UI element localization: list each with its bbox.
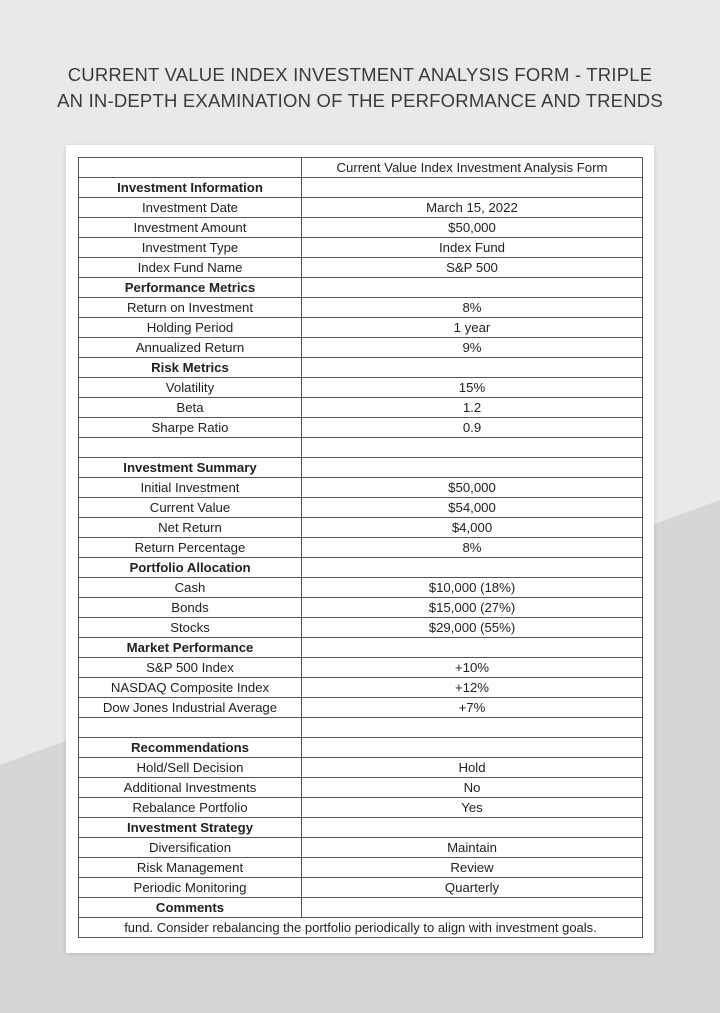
row-label: Rebalance Portfolio (79, 798, 302, 818)
table-row (79, 618, 643, 638)
section-row (79, 738, 643, 758)
row-value: Hold (302, 758, 643, 778)
table-row (79, 678, 643, 698)
row-label: Investment Amount (79, 218, 302, 238)
row-label: Bonds (79, 598, 302, 618)
table-row (79, 398, 643, 418)
section-row (79, 898, 643, 918)
row-value: $50,000 (302, 218, 643, 238)
section-row (79, 818, 643, 838)
row-value: 8% (302, 298, 643, 318)
table-row (79, 498, 643, 518)
table-row (79, 878, 643, 898)
section-row (79, 358, 643, 378)
row-label: Risk Management (79, 858, 302, 878)
row-value: $4,000 (302, 518, 643, 538)
row-value (302, 738, 643, 758)
row-value: March 15, 2022 (302, 198, 643, 218)
table-row (79, 658, 643, 678)
row-value: No (302, 778, 643, 798)
row-label: Holding Period (79, 318, 302, 338)
section-label: Market Performance (79, 638, 302, 658)
table-row (79, 298, 643, 318)
row-value: Yes (302, 798, 643, 818)
table-row (79, 518, 643, 538)
comment-text: fund. Consider rebalancing the portfolio periodically to align with investment goals. (79, 918, 643, 938)
row-label: Beta (79, 398, 302, 418)
row-label: Dow Jones Industrial Average (79, 698, 302, 718)
table-row (79, 778, 643, 798)
row-label: Investment Date (79, 198, 302, 218)
table-row (79, 598, 643, 618)
header-line-1: CURRENT VALUE INDEX INVESTMENT ANALYSIS FORM - TRIPLE (67, 64, 653, 85)
row-label: Sharpe Ratio (79, 418, 302, 438)
row-label: Return Percentage (79, 538, 302, 558)
row-value: Review (302, 858, 643, 878)
row-label: Return on Investment (79, 298, 302, 318)
table-row (79, 578, 643, 598)
table-header-row (79, 158, 643, 178)
row-value: 9% (302, 338, 643, 358)
row-label: Investment Type (79, 238, 302, 258)
row-value (302, 818, 643, 838)
row-value: $54,000 (302, 498, 643, 518)
row-value (302, 718, 643, 738)
analysis-table (78, 157, 643, 938)
header-blank-cell (79, 158, 302, 178)
row-value: 1 year (302, 318, 643, 338)
row-label: Current Value (79, 498, 302, 518)
table-row (79, 698, 643, 718)
row-label: Initial Investment (79, 478, 302, 498)
table-row (79, 758, 643, 778)
row-value (302, 458, 643, 478)
row-value: $50,000 (302, 478, 643, 498)
row-label: Hold/Sell Decision (79, 758, 302, 778)
row-label (79, 438, 302, 458)
row-value (302, 638, 643, 658)
row-label: Diversification (79, 838, 302, 858)
row-value: $29,000 (55%) (302, 618, 643, 638)
row-value: +7% (302, 698, 643, 718)
row-value: $10,000 (18%) (302, 578, 643, 598)
row-label: Periodic Monitoring (79, 878, 302, 898)
row-label: Volatility (79, 378, 302, 398)
section-row (79, 558, 643, 578)
table-row (79, 718, 643, 738)
table-row (79, 438, 643, 458)
row-value: Maintain (302, 838, 643, 858)
row-value: Index Fund (302, 238, 643, 258)
row-value: +10% (302, 658, 643, 678)
section-label: Investment Strategy (79, 818, 302, 838)
section-label: Recommendations (79, 738, 302, 758)
section-label: Investment Information (79, 178, 302, 198)
row-label: Index Fund Name (79, 258, 302, 278)
section-row (79, 638, 643, 658)
section-label: Portfolio Allocation (79, 558, 302, 578)
table-row (79, 418, 643, 438)
section-row (79, 458, 643, 478)
page-header (0, 62, 720, 114)
header-line-2: AN IN-DEPTH EXAMINATION OF THE PERFORMANCE AND TRENDS (57, 90, 663, 111)
form-paper (66, 145, 654, 953)
row-value (302, 898, 643, 918)
table-row (79, 838, 643, 858)
row-value: $15,000 (27%) (302, 598, 643, 618)
row-value: Quarterly (302, 878, 643, 898)
row-value (302, 278, 643, 298)
row-label: Stocks (79, 618, 302, 638)
row-value: 1.2 (302, 398, 643, 418)
table-row (79, 538, 643, 558)
row-value (302, 438, 643, 458)
row-label: NASDAQ Composite Index (79, 678, 302, 698)
table-row (79, 798, 643, 818)
row-value: 0.9 (302, 418, 643, 438)
table-row (79, 238, 643, 258)
section-label: Risk Metrics (79, 358, 302, 378)
section-label: Comments (79, 898, 302, 918)
row-label: S&P 500 Index (79, 658, 302, 678)
section-label: Investment Summary (79, 458, 302, 478)
row-label: Annualized Return (79, 338, 302, 358)
row-value: 8% (302, 538, 643, 558)
row-value (302, 358, 643, 378)
row-value (302, 558, 643, 578)
comment-row (79, 918, 643, 938)
table-row (79, 318, 643, 338)
row-label: Additional Investments (79, 778, 302, 798)
row-label: Cash (79, 578, 302, 598)
row-value: 15% (302, 378, 643, 398)
table-row (79, 858, 643, 878)
row-label (79, 718, 302, 738)
section-row (79, 278, 643, 298)
table-row (79, 338, 643, 358)
row-value: S&P 500 (302, 258, 643, 278)
table-row (79, 478, 643, 498)
table-row (79, 218, 643, 238)
table-row (79, 198, 643, 218)
row-label: Net Return (79, 518, 302, 538)
table-row (79, 378, 643, 398)
row-value (302, 178, 643, 198)
column-header: Current Value Index Investment Analysis Form (302, 158, 643, 178)
section-label: Performance Metrics (79, 278, 302, 298)
table-row (79, 258, 643, 278)
row-value: +12% (302, 678, 643, 698)
section-row (79, 178, 643, 198)
